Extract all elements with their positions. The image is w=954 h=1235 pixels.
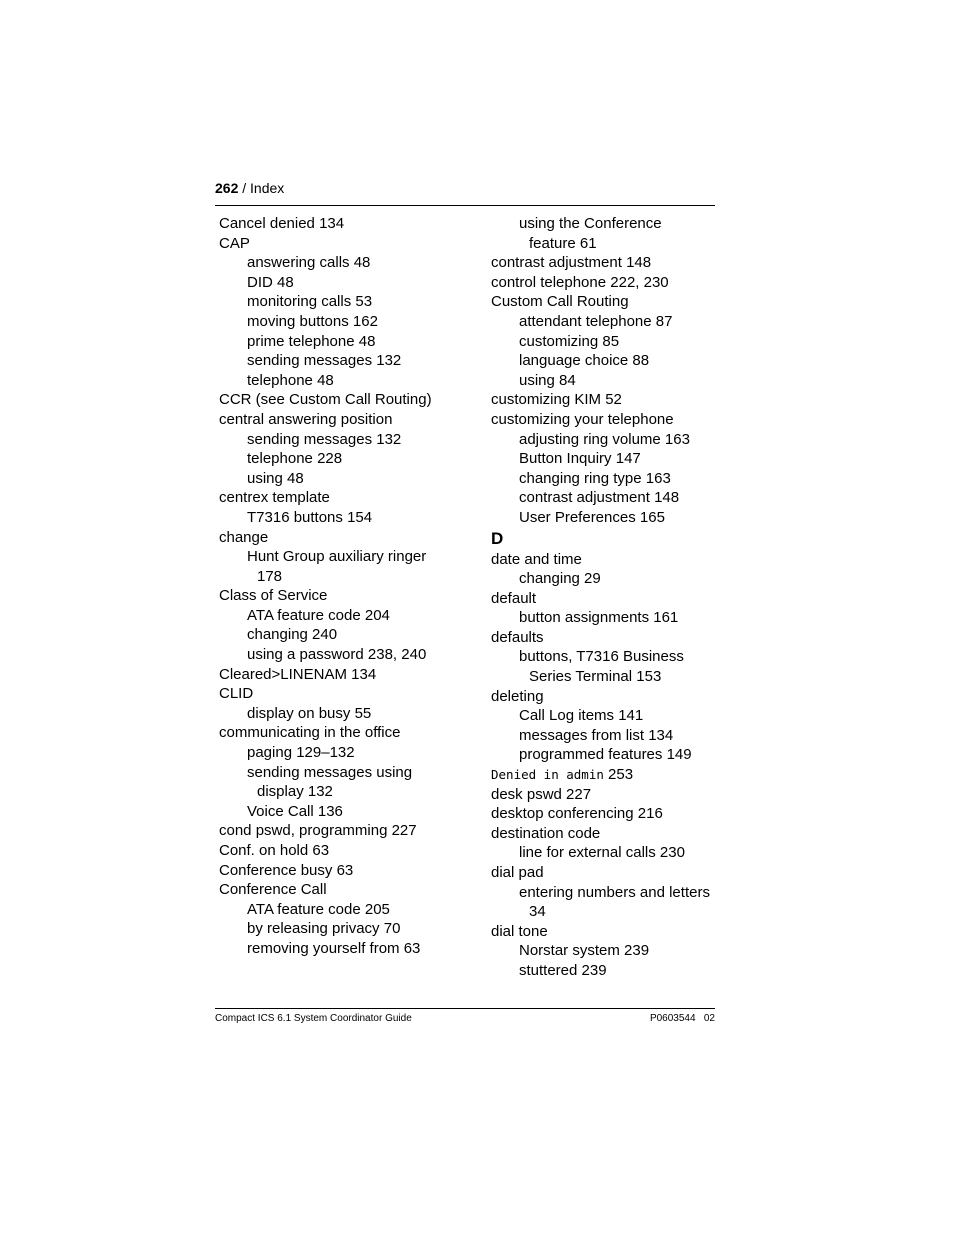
index-subentry: telephone 228 (247, 450, 343, 468)
header-separator: / (238, 180, 251, 196)
index-entry: Cancel denied 134 (219, 215, 345, 232)
index-entry: deleting (491, 687, 544, 705)
index-subentry: using a password 238, 240 (247, 646, 427, 664)
index-entry: Conf. on hold 63 (219, 842, 330, 859)
index-subentry: moving buttons 162 (247, 312, 378, 330)
footer-rule (215, 1008, 715, 1009)
index-subentry: stuttered 239 (519, 961, 607, 979)
index-subentry: language choice 88 (519, 352, 650, 370)
index-entry: destination code (491, 824, 601, 842)
header-rule (215, 205, 715, 206)
index-entry: customizing KIM 52 (491, 391, 622, 409)
index-subentry: buttons, T7316 Business (519, 648, 684, 666)
index-subentry: removing yourself from 63 (247, 939, 421, 957)
index-subentry: using 48 (247, 469, 304, 487)
index-subentry: attendant telephone 87 (519, 312, 673, 330)
index-entry: change (219, 528, 269, 546)
index-entry: desktop conferencing 216 (491, 805, 663, 823)
index-entry: customizing your telephone (491, 410, 674, 428)
index-subentry: sending messages using (247, 763, 413, 781)
index-subentry: telephone 48 (247, 371, 334, 389)
index-subentry: User Preferences 165 (519, 508, 665, 526)
footer-guide-title: Compact ICS 6.1 System Coordinator Guide (215, 1013, 412, 1024)
index-entry: desk pswd 227 (491, 785, 592, 803)
index-subentry: button assignments 161 (519, 609, 679, 627)
index-subentry: line for external calls 230 (519, 844, 685, 862)
index-subentry: Norstar system 239 (519, 942, 650, 960)
index-continuation: 34 (529, 903, 546, 921)
index-subentry: prime telephone 48 (247, 332, 376, 350)
index-subentry: sending messages 132 (247, 352, 402, 370)
index-subentry: ATA feature code 204 (247, 606, 390, 624)
index-letter-heading: D (491, 528, 504, 548)
index-subentry: Hunt Group auxiliary ringer (247, 548, 427, 566)
index-subentry: using 84 (519, 371, 576, 389)
index-entry: central answering position (219, 410, 393, 428)
index-column-right (491, 214, 719, 981)
index-subentry: Button Inquiry 147 (519, 450, 641, 468)
index-subentry: changing ring type 163 (519, 469, 671, 487)
index-subentry: programmed features 149 (519, 746, 692, 764)
index-subentry: T7316 buttons 154 (247, 508, 373, 526)
index-subentry: paging 129–132 (247, 744, 355, 762)
index-subentry: using the Conference (519, 215, 662, 232)
index-entry: dial pad (491, 864, 544, 881)
index-entry: Class of Service (219, 587, 328, 605)
index-entry (491, 765, 719, 785)
index-entry: Conference busy 63 (219, 861, 354, 879)
index-entry: CCR (see Custom Call Routing) (219, 391, 432, 409)
index-subentry: contrast adjustment 148 (519, 489, 680, 507)
index-entry: CAP (219, 234, 250, 252)
index-entry: Custom Call Routing (491, 293, 629, 311)
index-subentry: messages from list 134 (519, 726, 674, 744)
index-subentry: customizing 85 (519, 332, 620, 350)
index-continuation: 178 (257, 567, 283, 585)
index-subentry: monitoring calls 53 (247, 293, 373, 311)
index-entry: contrast adjustment 148 (491, 254, 652, 272)
page-number: 262 (215, 180, 239, 196)
index-subentry: by releasing privacy 70 (247, 920, 401, 938)
index-entry: default (491, 589, 537, 607)
index-continuation: display 132 (257, 783, 333, 801)
index-entry: centrex template (219, 489, 330, 507)
page-reference: 253 (603, 766, 634, 784)
index-subentry: adjusting ring volume 163 (519, 430, 690, 448)
display-message-text: Denied in admin (491, 767, 604, 783)
section-title: Index (250, 180, 285, 196)
index-continuation: Series Terminal 153 (529, 668, 662, 686)
index-entry: CLID (219, 685, 254, 703)
index-entry: control telephone 222, 230 (491, 273, 669, 291)
index-entry: communicating in the office (219, 724, 401, 742)
index-subentry: changing 29 (519, 570, 601, 588)
index-column-left (219, 214, 465, 959)
index-subentry: sending messages 132 (247, 430, 402, 448)
index-subentry: answering calls 48 (247, 254, 371, 272)
index-subentry: Voice Call 136 (247, 802, 343, 820)
index-subentry: entering numbers and letters (519, 883, 710, 901)
footer-doc-number: P0603544 02 (649, 1013, 715, 1024)
index-subentry: changing 240 (247, 626, 338, 644)
index-entry: Cleared>LINENAM 134 (219, 665, 377, 683)
index-entry: defaults (491, 628, 544, 646)
index-subentry: Call Log items 141 (519, 707, 644, 725)
index-entry: dial tone (491, 922, 548, 940)
index-continuation: feature 61 (529, 234, 597, 252)
index-entry: Conference Call (219, 881, 327, 899)
index-entry: cond pswd, programming 227 (219, 822, 417, 840)
index-subentry: display on busy 55 (247, 704, 372, 722)
index-subentry: DID 48 (247, 273, 294, 291)
index-subentry: ATA feature code 205 (247, 900, 390, 918)
index-entry: date and time (491, 550, 582, 568)
page-header (215, 180, 715, 202)
